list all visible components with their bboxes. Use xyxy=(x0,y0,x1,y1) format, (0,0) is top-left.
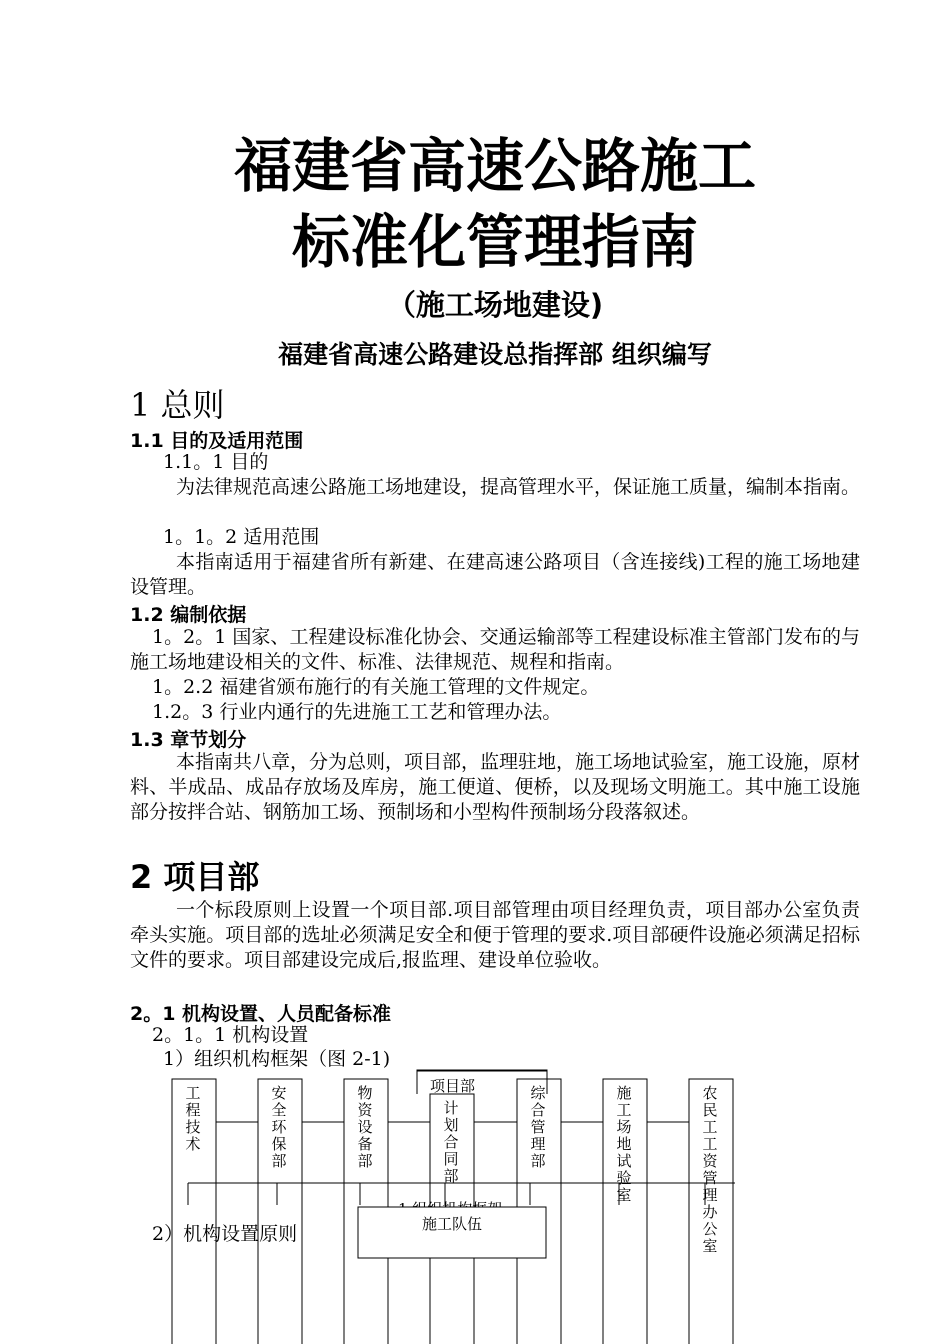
section-1-3-heading: 1.3 章节划分 xyxy=(130,729,247,751)
org-chart-item-label: 1）组织机构框架（图 2-1) xyxy=(163,1048,391,1070)
section-1-heading: 1 总则 xyxy=(130,386,225,424)
dept-label-5: 综合管理部 xyxy=(530,1084,546,1170)
subtitle: （施工场地建设) xyxy=(386,288,604,322)
dept-label-1: 工程技术 xyxy=(185,1084,201,1153)
dept-label-4: 计划合同部 xyxy=(443,1099,459,1185)
section-1-1-heading: 1.1 目的及适用范围 xyxy=(130,430,304,452)
dept-label-7: 农民工工资管理办公室 xyxy=(702,1084,718,1255)
section-1-2-3-paragraph: 1.2。3 行业内通行的先进施工工艺和管理办法。 xyxy=(152,701,562,723)
top-box-line xyxy=(417,1070,547,1071)
dept-label-2: 安全环保部 xyxy=(271,1084,287,1170)
title-line-2: 标准化管理指南 xyxy=(291,208,698,276)
section-1-1-2-paragraph: 本指南适用于福建省所有新建、在建高速公路项目（含连接线)工程的施工场地建设管理。 xyxy=(130,551,860,598)
author-line: 福建省高速公路建设总指挥部 组织编写 xyxy=(278,340,712,369)
section-1-2-2-paragraph: 1。2.2 福建省颁布施行的有关施工管理的文件规定。 xyxy=(152,676,600,698)
section-1-1-1-heading: 1.1。1 目的 xyxy=(163,451,269,473)
section-2-1-heading: 2。1 机构设置、人员配备标准 xyxy=(130,1003,392,1025)
bottom-box-label: 施工队伍 xyxy=(421,1215,483,1233)
section-2-heading: 2 项目部 xyxy=(130,858,260,896)
section-1-2-heading: 1.2 编制依据 xyxy=(130,604,247,626)
top-box-label: 项目部 xyxy=(430,1077,476,1095)
section-2-paragraph: 一个标段原则上设置一个项目部.项目部管理由项目经理负责，项目部办公室负责牵头实施。项目部的选址必须满足安全和便于管理的要求.项目部硬件设施必须满足招标文件的要求。项目部建设完成后,报监理、建设单位验收。 xyxy=(130,899,860,971)
section-1-2-1-paragraph: 1。2。1 国家、工程建设标准化协会、交通运输部等工程建设标准主管部门发布的与施工场地建设相关的文件、标准、法律规范、规程和指南。 xyxy=(130,626,860,673)
section-2-1-1-item-2: 2）机构设置原则 xyxy=(152,1223,298,1245)
dept-label-6: 施工场地试验室 xyxy=(616,1084,632,1204)
section-1-1-2-heading: 1。1。2 适用范围 xyxy=(163,526,320,548)
section-1-1-1-paragraph: 为法律规范高速公路施工场地建设，提高管理水平，保证施工质量，编制本指南。 xyxy=(176,476,861,498)
section-1-3-paragraph: 本指南共八章，分为总则，项目部，监理驻地，施工场地试验室，施工设施，原材料、半成品、成品存放场及库房，施工便道、便桥，以及现场文明施工。其中施工设施部分按拌合站、钢筋加工场、预制场和小型构件预制场分段落叙述。 xyxy=(130,751,861,823)
dept-label-3: 物资设备部 xyxy=(357,1084,373,1170)
title-line-1: 福建省高速公路施工 xyxy=(233,132,756,200)
section-2-1-1-heading: 2。1。1 机构设置 xyxy=(152,1024,309,1046)
